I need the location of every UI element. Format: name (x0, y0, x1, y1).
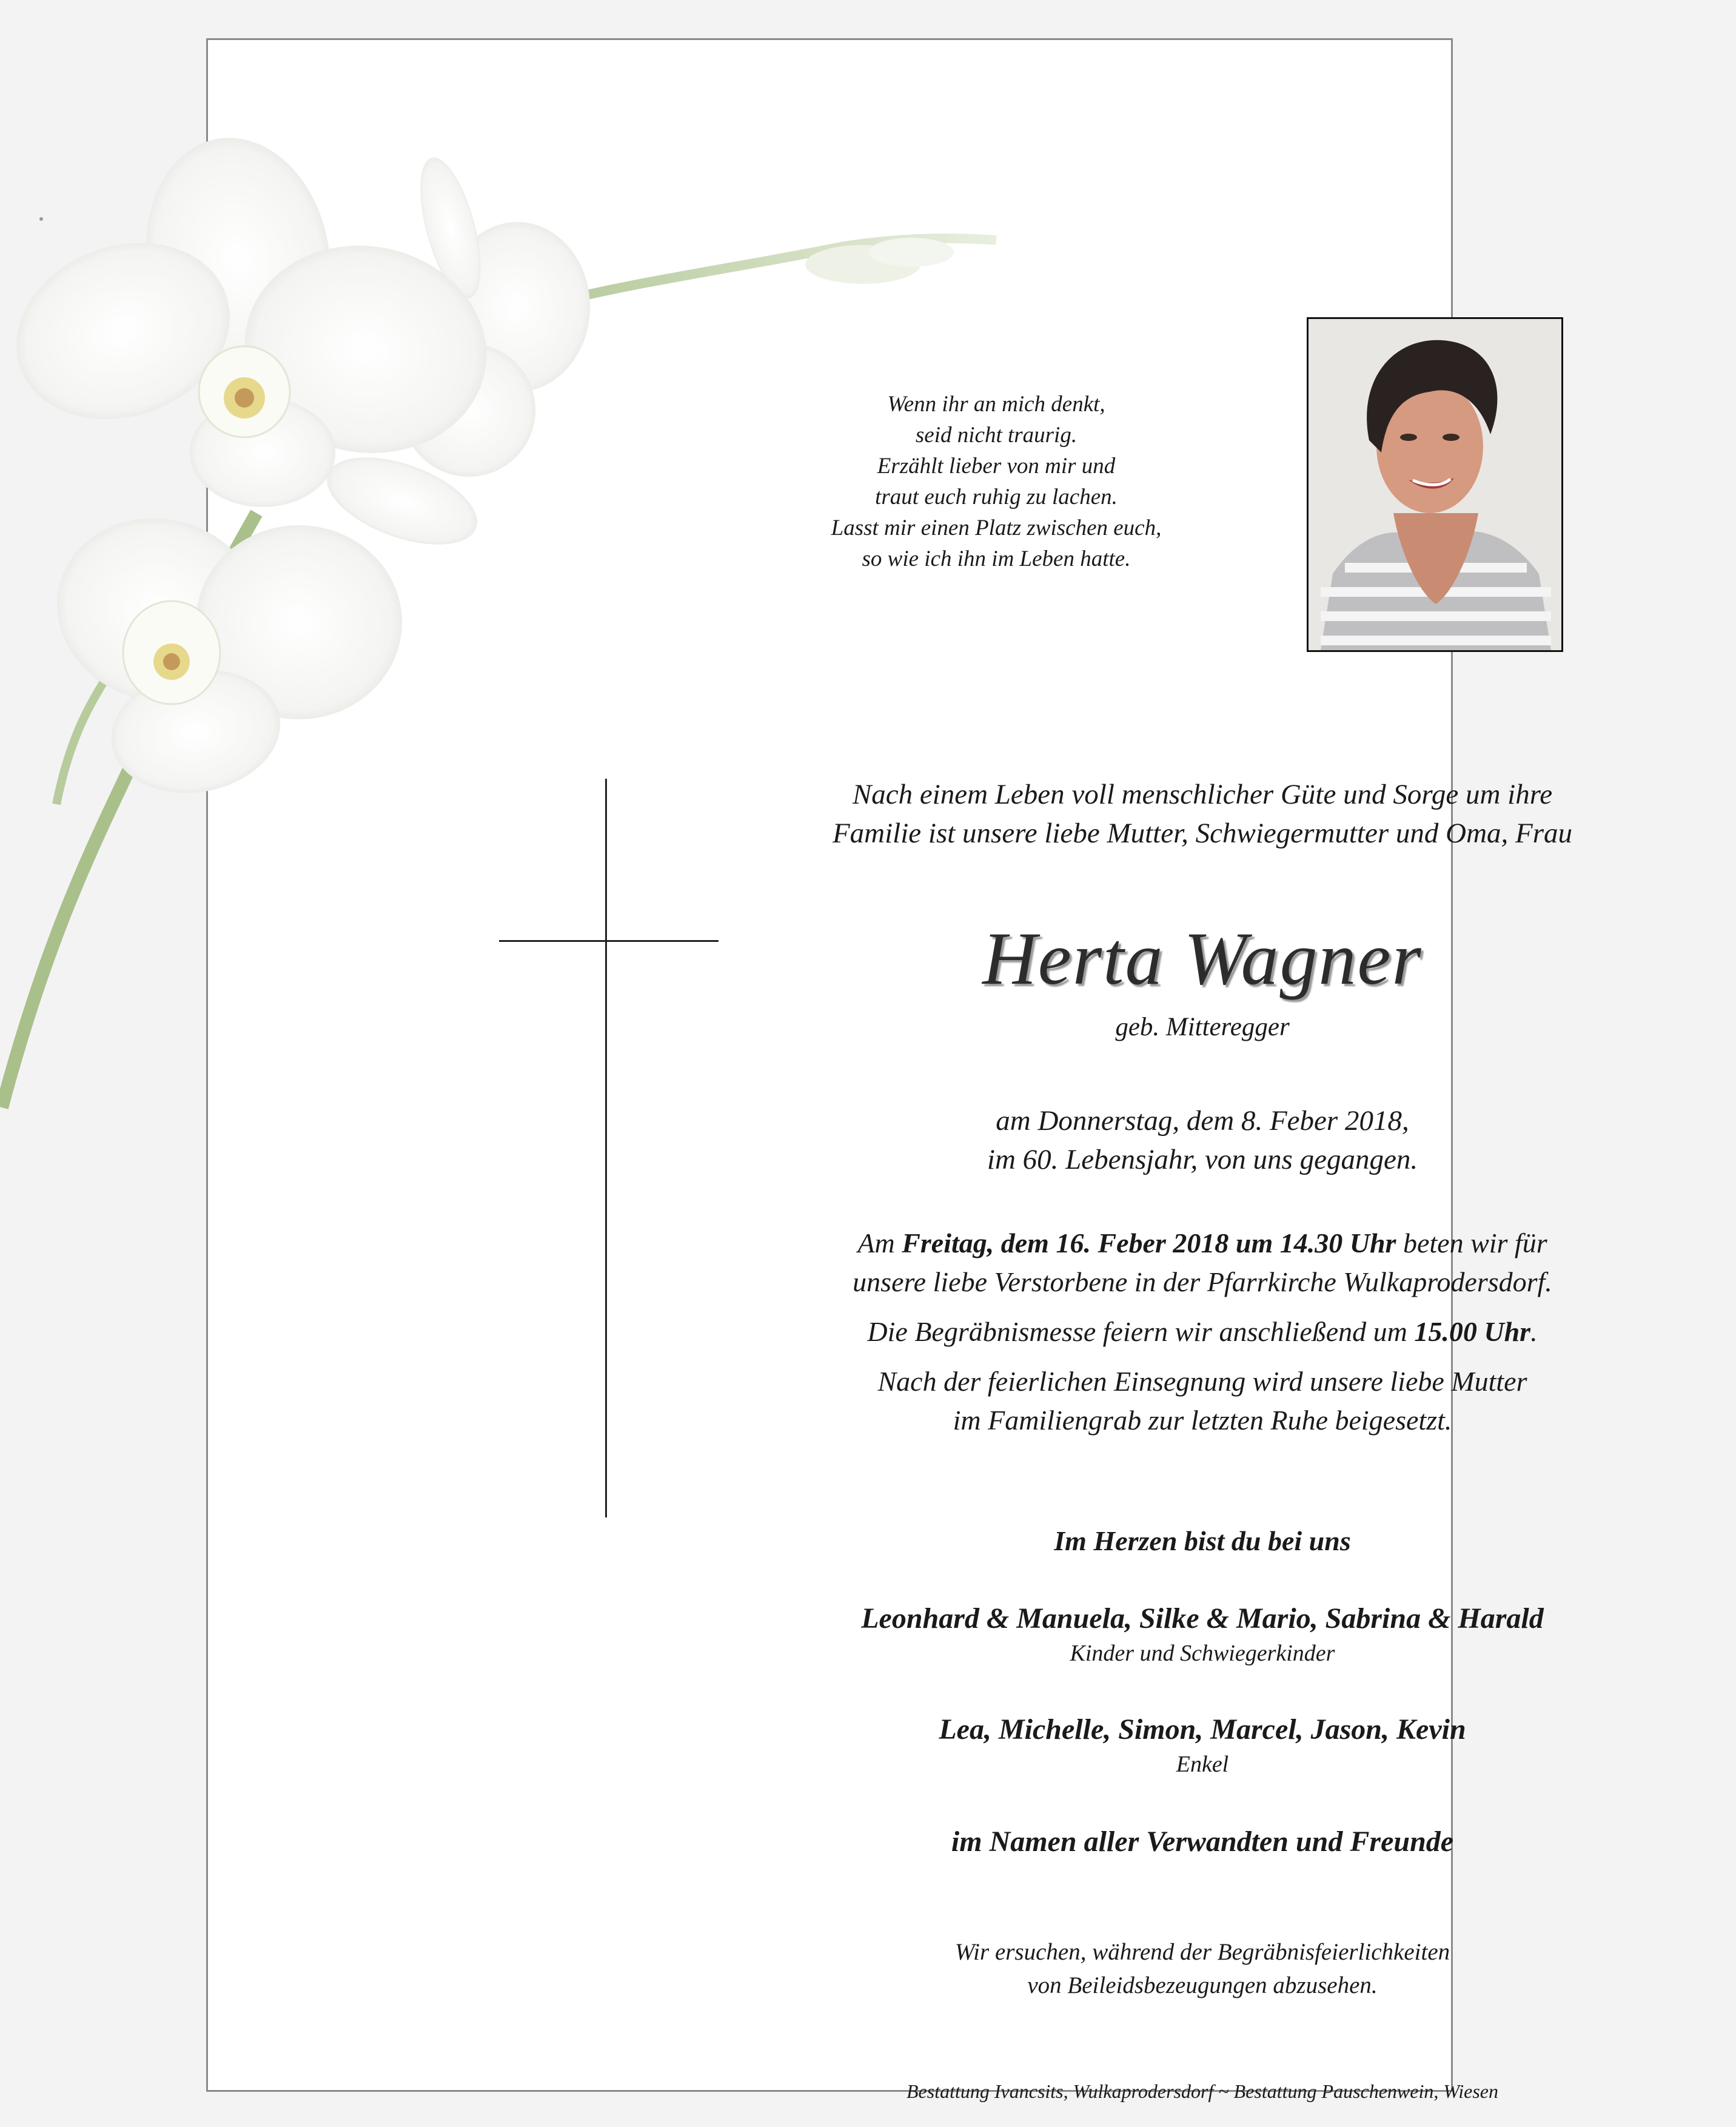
service-text: Am (857, 1228, 902, 1258)
portrait-illustration (1309, 319, 1561, 650)
grandchildren-names: Lea, Michelle, Simon, Marcel, Jason, Kevin (939, 1713, 1466, 1746)
request-line: Wir ersuchen, während der Begräbnisfeierlichkeiten (954, 1939, 1450, 1965)
service-details (669, 1224, 1736, 1440)
mass-text: Die Begräbnismesse feiern wir anschließend um (867, 1316, 1415, 1347)
portrait-photo (1307, 317, 1563, 652)
grandchildren-label: Enkel (1176, 1752, 1229, 1777)
death-date-text (669, 1101, 1736, 1179)
intro-line: Nach einem Leben voll menschlicher Güte und Sorge um ihre (852, 779, 1553, 810)
service-line-mass (669, 1312, 1736, 1351)
service-line-prayer (669, 1224, 1736, 1263)
service-text: beten wir für (1396, 1228, 1547, 1258)
poem-line: Wenn ihr an mich denkt, (887, 392, 1105, 417)
service-line-church: unsere liebe Verstorbene in der Pfarrkirche Wulkaprodersdorf. (853, 1266, 1552, 1297)
parte-card (206, 38, 1573, 2102)
burial-line: im Familiengrab zur letzten Ruhe beigesetzt. (953, 1405, 1452, 1436)
deceased-name: Herta Wagner (982, 917, 1423, 1000)
death-line: im 60. Lebensjahr, von uns gegangen. (987, 1144, 1418, 1175)
heart-line: Im Herzen bist du bei uns (1054, 1525, 1351, 1556)
funeral-home-footer: Bestattung Ivancsits, Wulkaprodersdorf ~ Bestattung Pauschenwein, Wiesen (907, 2080, 1498, 2102)
poem-line: so wie ich ihn im Leben hatte. (862, 546, 1131, 571)
condolence-request (669, 1935, 1736, 2002)
mass-text: . (1530, 1316, 1538, 1347)
children-names: Leonhard & Manuela, Silke & Mario, Sabrina & Harald (861, 1602, 1544, 1635)
poem-line: seid nicht traurig. (915, 423, 1077, 448)
mass-time: 15.00 Uhr (1414, 1316, 1531, 1347)
intro-line: Familie ist unsere liebe Mutter, Schwiegermutter und Oma, Frau (832, 818, 1573, 849)
poem-line: Erzählt lieber von mir und (877, 454, 1116, 479)
request-line: von Beileidsbezeugungen abzusehen. (1027, 1972, 1378, 1998)
children-label: Kinder und Schwiegerkinder (1070, 1641, 1335, 1666)
relatives-line: im Namen aller Verwandten und Freunde (951, 1826, 1454, 1858)
memorial-poem (754, 389, 1239, 574)
scan-speck (39, 217, 43, 221)
intro-text (669, 775, 1736, 853)
burial-line: Nach der feierlichen Einsegnung wird unsere liebe Mutter (877, 1366, 1527, 1397)
service-date-time: Freitag, dem 16. Feber 2018 um 14.30 Uhr (902, 1228, 1396, 1258)
poem-line: traut euch ruhig zu lachen. (875, 485, 1118, 509)
death-line: am Donnerstag, dem 8. Feber 2018, (996, 1105, 1409, 1137)
birth-name: geb. Mitteregger (1115, 1013, 1290, 1041)
poem-line: Lasst mir einen Platz zwischen euch, (831, 516, 1162, 540)
cross-vertical-bar (605, 779, 607, 1517)
